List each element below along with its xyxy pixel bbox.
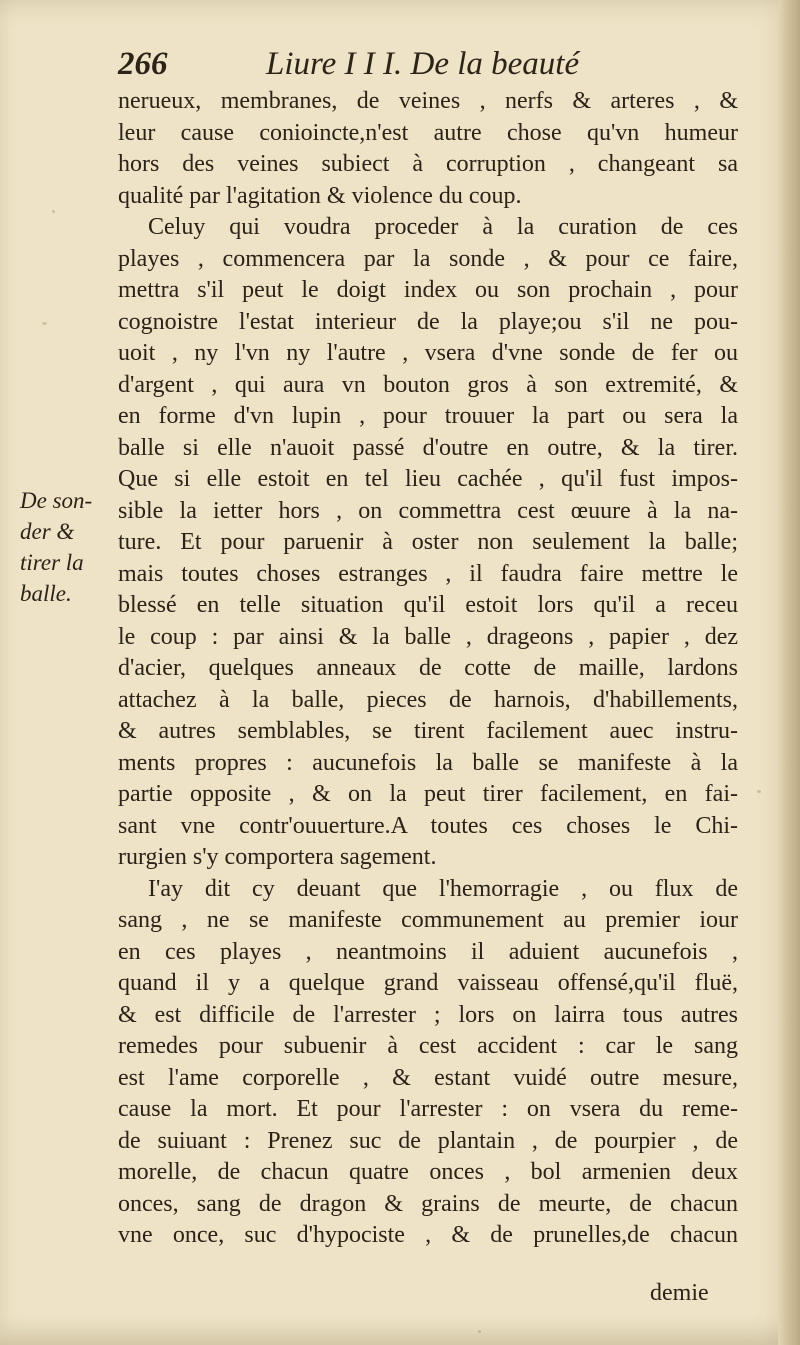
margin-note-line: der & — [20, 519, 75, 544]
text-line: & autres semblables, se tirent facilement auec instru- — [118, 718, 738, 744]
paper-spot — [42, 322, 47, 325]
margin-note — [20, 485, 115, 609]
text-line: hors des veines subiect à corruption , changeant sa — [118, 151, 738, 177]
text-line: le coup : par ainsi & la balle , drageons , papier , dez — [118, 623, 738, 650]
text-line: playes , commencera par la sonde , & pour ce faire, — [118, 245, 738, 272]
text-line: morelle, de chacun quatre onces , bol armenien deux — [118, 1159, 738, 1185]
page-gutter-shadow — [778, 0, 800, 1345]
running-header — [118, 40, 738, 90]
text-line: ments propres : aucunefois la balle se manifeste à la — [118, 749, 738, 776]
catchword: demie — [650, 1280, 709, 1306]
text-line: quand il y a quelque grand vaisseau offensé,qu'il fluë, — [118, 970, 738, 996]
text-line: mais toutes choses estranges , il faudra faire mettre le — [118, 560, 738, 587]
page-number: 266 — [118, 46, 168, 82]
text-line: onces, sang de dragon & grains de meurte, de chacun — [118, 1190, 738, 1217]
text-line: ture. Et pour paruenir à oster non seulement la balle; — [118, 529, 738, 555]
text-line: de suiuant : Prenez suc de plantain , de pourpier , de — [118, 1127, 738, 1154]
text-line: sible la ietter hors , on commettra cest œuure à la na- — [118, 497, 738, 524]
text-line: rurgien s'y comportera sagement. — [118, 844, 437, 870]
text-line: est l'ame corporelle , & estant vuidé outre mesure, — [118, 1064, 738, 1091]
text-line: d'argent , qui aura vn bouton gros à son extremité, & — [118, 371, 738, 398]
margin-note-line: balle. — [20, 581, 72, 606]
paper-spot — [478, 1330, 481, 1333]
text-line: Que si elle estoit en tel lieu cachée , qu'il fust impos- — [118, 466, 738, 492]
running-title: Liure I I I. De la beauté — [266, 46, 580, 82]
text-line: mettra s'il peut le doigt index ou son prochain , pour — [118, 277, 738, 303]
text-line: leur cause conioincte,n'est autre chose qu'vn humeur — [118, 119, 738, 146]
text-line: en ces playes , neantmoins il aduient aucunefois , — [118, 938, 738, 965]
text-line: qualité par l'agitation & violence du coup. — [118, 182, 522, 209]
text-line: remedes pour subuenir à cest accident : car le sang — [118, 1033, 738, 1059]
text-line: d'acier, quelques anneaux de cotte de maille, lardons — [118, 655, 738, 681]
text-line: uoit , ny l'vn ny l'autre , vsera d'vne sonde de fer ou — [118, 340, 738, 366]
text-line: vne once, suc d'hypociste , & de prunelles,de chacun — [118, 1222, 738, 1248]
text-line: sang , ne se manifeste communement au premier iour — [118, 907, 738, 933]
text-line: Celuy qui voudra proceder à la curation de ces — [148, 214, 738, 240]
text-line: blessé en telle situation qu'il estoit lors qu'il a receu — [118, 592, 738, 618]
text-line: & est difficile de l'arrester ; lors on lairra tous autres — [118, 1001, 738, 1028]
paper-spot — [52, 210, 55, 213]
body-text — [118, 86, 738, 1252]
paper-spot — [757, 790, 761, 793]
text-line: en forme d'vn lupin , pour trouuer la part ou sera la — [118, 403, 738, 429]
text-line: cognoistre l'estat interieur de la playe;ou s'il ne pou- — [118, 308, 738, 335]
text-line: nerueux, membranes, de veines , nerfs & arteres , & — [118, 88, 738, 114]
text-line: sant vne contr'ouuerture.A toutes ces choses le Chi- — [118, 812, 738, 839]
margin-note-line: De son- — [20, 488, 93, 513]
text-line: partie opposite , & on la peut tirer facilement, en fai- — [118, 781, 738, 807]
text-line: balle si elle n'auoit passé d'outre en outre, & la tirer. — [118, 434, 738, 461]
text-line: cause la mort. Et pour l'arrester : on vsera du reme- — [118, 1096, 738, 1122]
margin-note-line: tirer la — [20, 550, 84, 575]
text-line: attachez à la balle, pieces de harnois, d'habillements, — [118, 686, 738, 713]
text-line: I'ay dit cy deuant que l'hemorragie , ou flux de — [148, 875, 738, 902]
